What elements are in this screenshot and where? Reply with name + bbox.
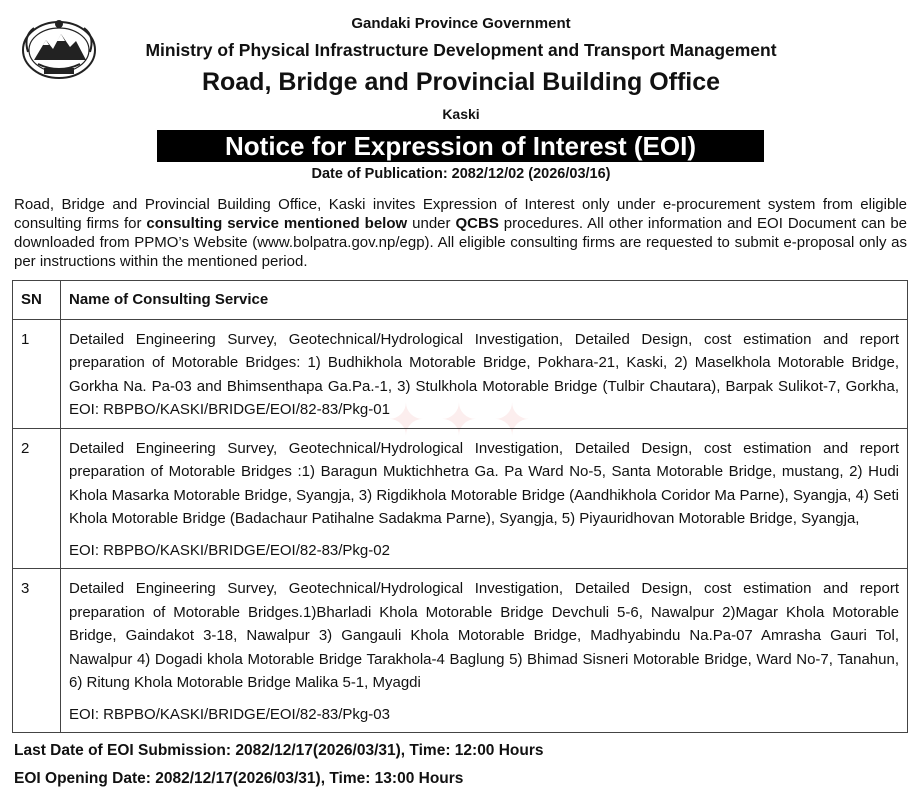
- publication-date: Date of Publication: 2082/12/02 (2026/03/16): [311, 166, 611, 182]
- service-cell: [61, 569, 908, 733]
- table-row: [13, 569, 908, 733]
- row-sn: 3: [13, 569, 61, 733]
- service-description: Detailed Engineering Survey, Geotechnical/Hydrological Investigation, Detailed Design, cost estimation and report preparation of Motorable Bridges :1) Baragun Muktichhetra Ga. Pa Ward No-5, Santa Motorable Bridge, mustang, 2) Hudi Khola Masarka Motorable Bridge, Syangja, 3) Rigdikhola Motorable Bridge (Aandhikhola Coridor Ma Parne), Syangja, 4) Seti Khola Motorable Bridge (Badachaur Patihalne Sadakma Parne), Syangja, 5) Piyauridhovan Motorable Bridge, Syangja,: [69, 439, 899, 527]
- header-sn: SN: [13, 281, 61, 320]
- last-submission-date: Last Date of EOI Submission: 2082/12/17(2026/03/31), Time: 12:00 Hours: [14, 742, 544, 759]
- ministry-name: Ministry of Physical Infrastructure Development and Transport Management: [145, 40, 777, 60]
- row-sn: 1: [13, 319, 61, 428]
- table-header-row: [13, 281, 908, 320]
- service-cell: [61, 428, 908, 569]
- eoi-reference: EOI: RBPBO/KASKI/BRIDGE/EOI/82-83/Pkg-02: [69, 541, 390, 559]
- row-sn: 2: [13, 428, 61, 569]
- notice-title: Notice for Expression of Interest (EOI): [157, 130, 764, 162]
- consulting-services-table: [12, 280, 908, 733]
- office-name: Road, Bridge and Provincial Building Office: [201, 68, 721, 96]
- table-row: [13, 428, 908, 569]
- notice-header: [0, 0, 922, 192]
- table-row: [13, 319, 908, 428]
- eoi-reference: EOI: RBPBO/KASKI/BRIDGE/EOI/82-83/Pkg-03: [69, 705, 390, 723]
- intro-text-1: Road, Bridge and Provincial Building Office, Kaski invites Expression of Interest only under e-procurement system from eligible consulting firms for: [14, 196, 907, 232]
- intro-text-2: under: [407, 215, 456, 232]
- header-service-name: Name of Consulting Service: [61, 281, 908, 320]
- intro-paragraph: [14, 195, 907, 271]
- intro-bold-qcbs: QCBS: [455, 215, 499, 232]
- government-name: Gandaki Province Government: [351, 15, 571, 32]
- intro-bold-service: consulting service mentioned below: [146, 215, 408, 232]
- service-description: Detailed Engineering Survey, Geotechnical/Hydrological Investigation, Detailed Design, cost estimation and report preparation of Motorable Bridges: 1) Budhikhola Motorable Bridge, Pokhara-21, Kaski, 2) Maselkhola Motorable Bridge, Gorkha Na. Pa-03 and Bhimsenthapa Ga.Pa.-1, 3) Stulkhola Motorable Bridge (Tulbir Chautara), Barpak Sulikot-7, Gorkha, EOI: RBPBO/KASKI/BRIDGE/EOI/82-83/Pkg-01: [69, 330, 899, 418]
- eoi-opening-date: EOI Opening Date: 2082/12/17(2026/03/31), Time: 13:00 Hours: [14, 770, 464, 787]
- office-location: Kaski: [442, 106, 480, 122]
- watermark: ✦ ✦ ✦: [387, 396, 533, 445]
- service-description: Detailed Engineering Survey, Geotechnical/Hydrological Investigation, Detailed Design, cost estimation and report preparation of Motorable Bridges.1)Bharladi Khola Motorable Bridge Devchuli 5-6, Nawalpur 2)Magar Khola Motorable Bridge, Gaindakot 3-18, Nawalpur 3) Gangauli Khola Motorable Bridge, Madhyabindu Na.Pa-07 Amrasha Gauri Tol, Nawalpur 4) Dogadi khola Motorable Bridge Tarakhola-4 Baglung 5) Bhimad Sisneri Motorable Bridge, Ward No-7, Tanahun, 6) Ritung Khola Motorable Bridge Malika 5-1, Myagdi: [69, 580, 899, 691]
- intro-text-3: procedures. All other information and EOI Document can be downloaded from PPMO’s Website (www.bolpatra.gov.np/egp). All eligible consulting firms are requested to submit e-proposal only as per instructions within the mentioned period.: [14, 215, 908, 270]
- service-cell: [61, 319, 908, 428]
